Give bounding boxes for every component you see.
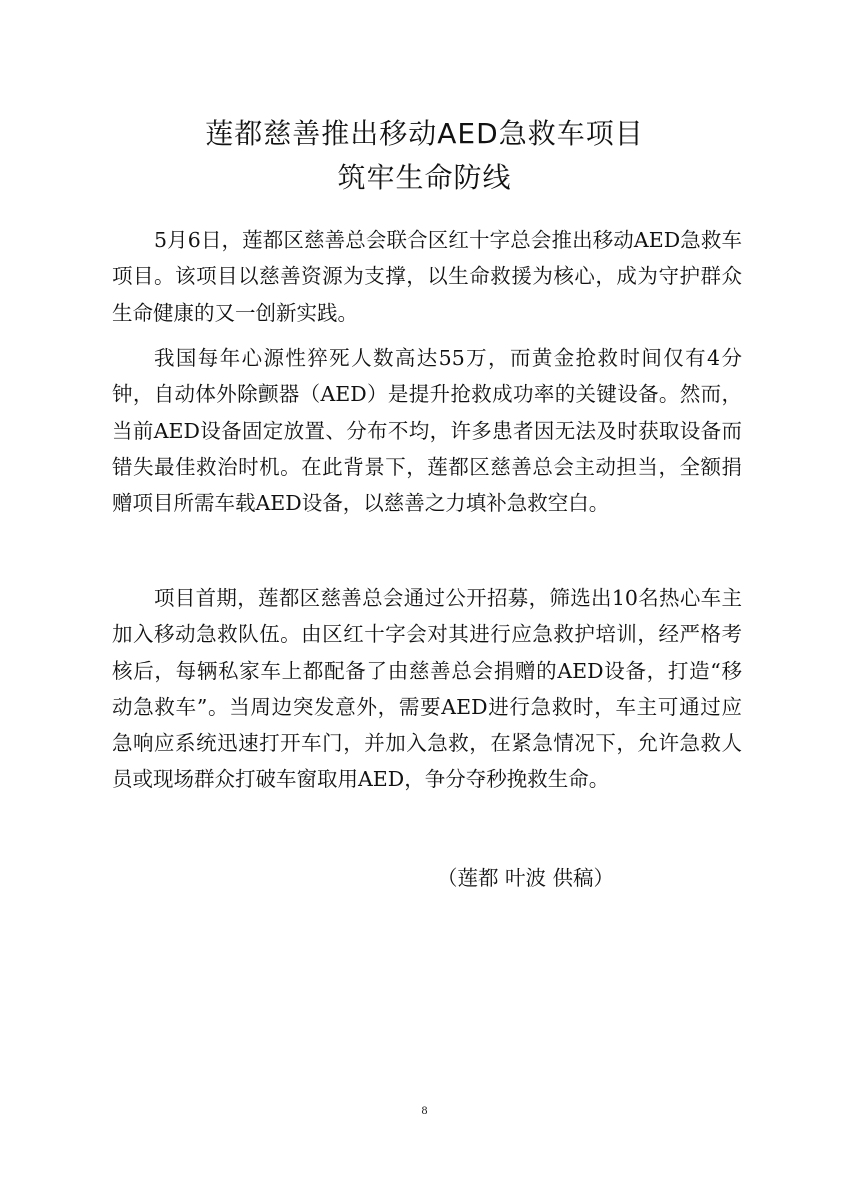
article-title-line-1: 莲都慈善推出移动AED急救车项目 [205,117,644,150]
article-title-line-2: 筑牢生命防线 [337,161,512,194]
page-number: 8 [421,1103,428,1117]
article-paragraph-2: 我国每年心源性猝死人数高达55万，而黄金抢救时间仅有4分钟，自动体外除颤器（AED）是提升抢救成功率的关键设备。然而，当前AED设备固定放置、分布不均，许多患者因无法及时获取设备而错失最佳救治时机。在此背景下，莲都区慈善总会主动担当，全额捐赠项目所需车载AED设备，以慈善之力填补急救空白。 [112,346,742,516]
article-paragraph-3: 项目首期，莲都区慈善总会通过公开招募，筛选出10名热心车主加入移动急救队伍。由区红十字会对其进行应急救护培训，经严格考核后，每辆私家车上都配备了由慈善总会捐赠的AED设备，打造“移动急救车”。当周边突发意外，需要AED进行急救时，车主可通过应急响应系统迅速打开车门，并加入急救，在紧急情况下，允许急救人员或现场群众打破车窗取用AED，争分夺秒挽救生命。 [112,586,742,792]
article-paragraph-1: 5月6日，莲都区慈善总会联合区红十字总会推出移动AED急救车项目。该项目以慈善资源为支撑，以生命救援为核心，成为守护群众生命健康的又一创新实践。 [112,228,742,325]
article-signature: （莲都 叶波 供稿） [437,866,615,890]
